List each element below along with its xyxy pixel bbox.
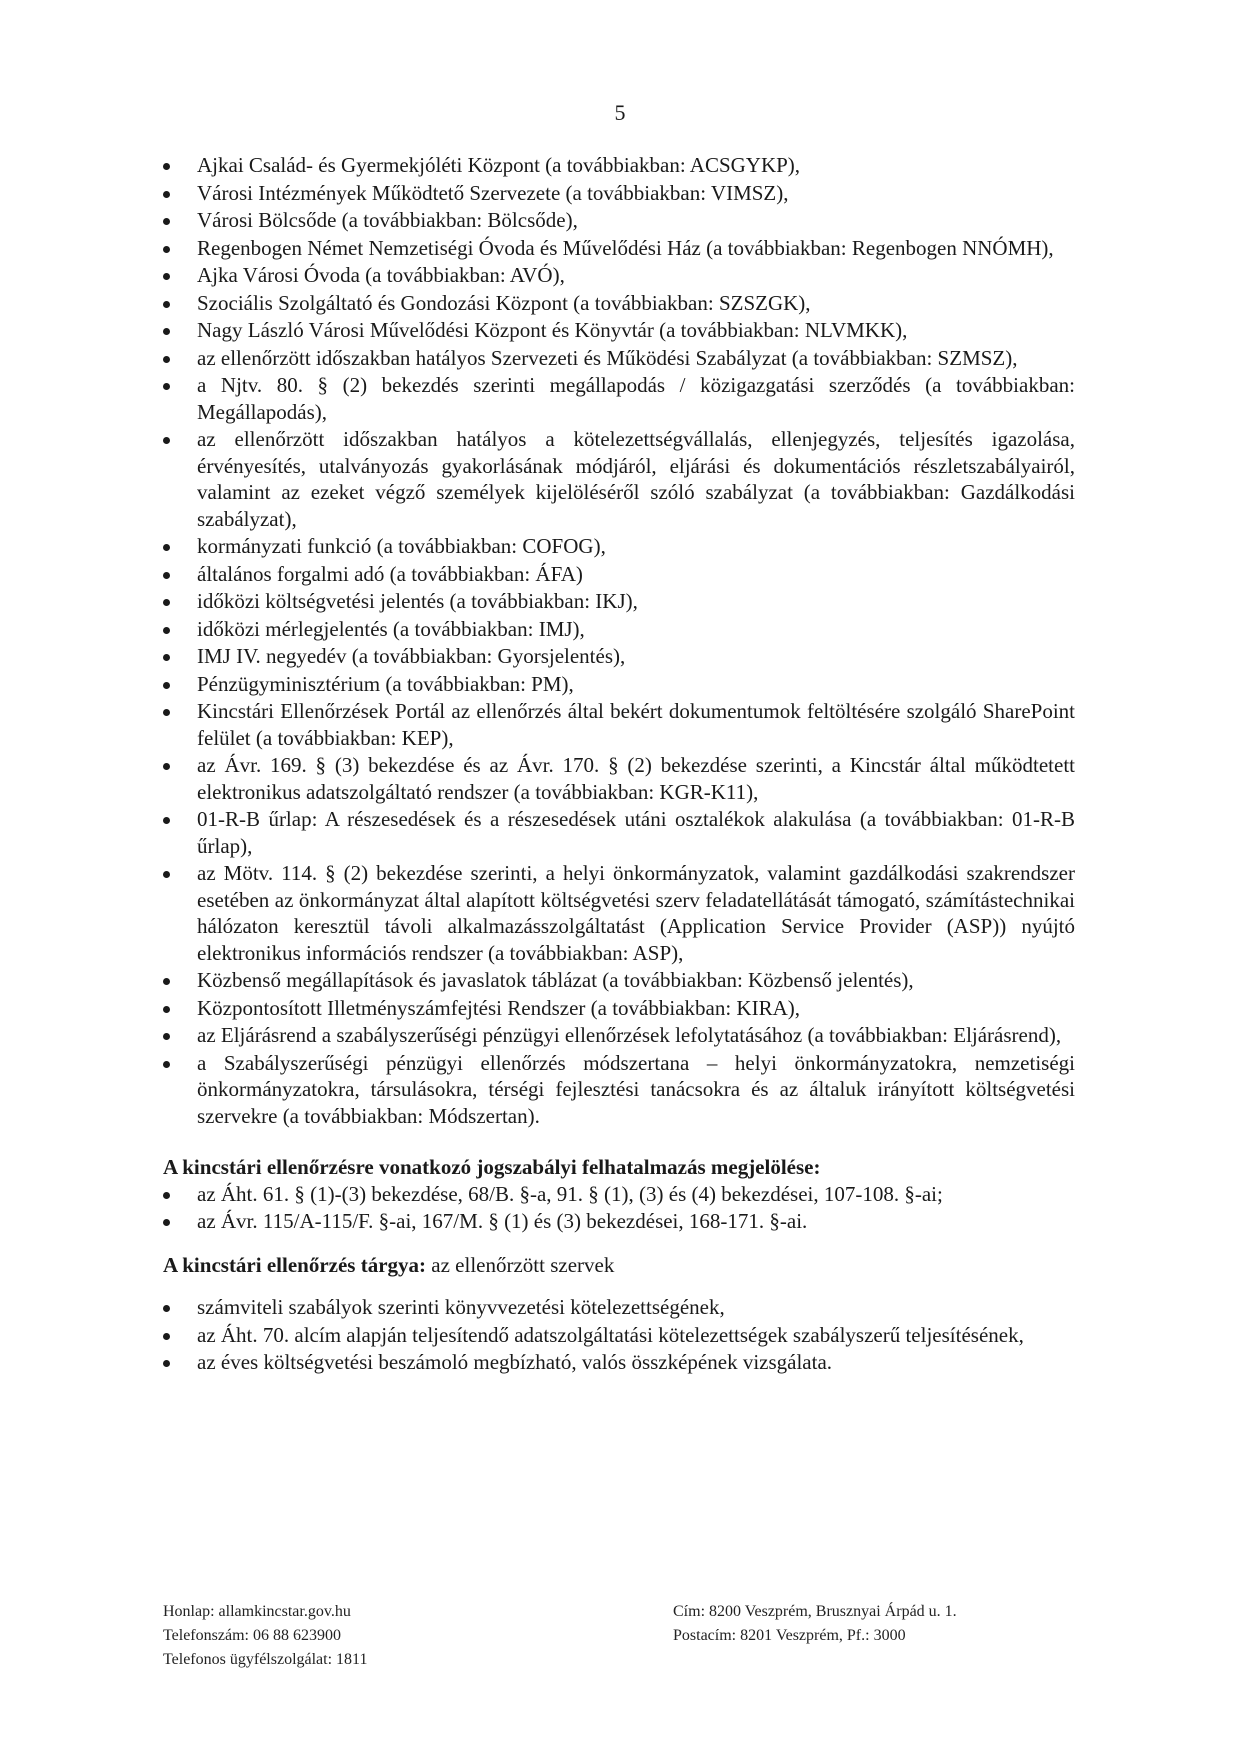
footer-phone: Telefonszám: 06 88 623900 — [163, 1627, 341, 1644]
list-item: kormányzati funkció (a továbbiakban: COFOG), — [163, 533, 1075, 560]
list-item: az Áht. 61. § (1)-(3) bekezdése, 68/B. §-a, 91. § (1), (3) és (4) bekezdései, 107-108. §-ai; — [163, 1181, 1075, 1208]
list-item: Városi Bölcsőde (a továbbiakban: Bölcsőde), — [163, 207, 1075, 234]
list-item: az Ávr. 169. § (3) bekezdése és az Ávr. 170. § (2) bekezdése szerinti, a Kincstár által működtetett elektronikus adatszolgáltató rendszer (a továbbiakban: KGR-K11), — [163, 752, 1075, 805]
list-item: az Mötv. 114. § (2) bekezdése szerinti, a helyi önkormányzatok, valamint gazdálkodási szakrendszer esetében az önkormányzat által alapított költségvetési szerv feladatellátását támogató, számítástechnikai hálózaton keresztül távoli alkalmazásszolgáltatást (Application Service Provider (ASP)) nyújtó elektronikus információs rendszer (a továbbiakban: ASP), — [163, 860, 1075, 966]
footer-postal-address: Postacím: 8201 Veszprém, Pf.: 3000 — [673, 1627, 906, 1644]
subject-heading-rest: az ellenőrzött szervek — [426, 1252, 615, 1277]
list-item: Regenbogen Német Nemzetiségi Óvoda és Művelődési Ház (a továbbiakban: Regenbogen NNÓMH), — [163, 235, 1075, 262]
footer-address: Cím: 8200 Veszprém, Brusznyai Árpád u. 1. — [673, 1603, 957, 1620]
authorization-heading: A kincstári ellenőrzésre vonatkozó jogszabályi felhatalmazás megjelölése: — [163, 1155, 821, 1179]
list-item: Ajkai Család- és Gyermekjóléti Központ (a továbbiakban: ACSGYKP), — [163, 152, 1075, 179]
document-body — [163, 152, 1075, 1377]
list-item: Közbenső megállapítások és javaslatok táblázat (a továbbiakban: Közbenső jelentés), — [163, 967, 1075, 994]
list-item: a Szabályszerűségi pénzügyi ellenőrzés módszertana – helyi önkormányzatokra, nemzetiségi önkormányzatokra, társulásokra, térségi fejlesztési tanácsokra és az általuk irányított költségvetési szervekre (a továbbiakban: Módszertan). — [163, 1050, 1075, 1130]
subject-heading — [163, 1252, 1075, 1279]
list-item: Pénzügyminisztérium (a továbbiakban: PM), — [163, 671, 1075, 698]
list-item: a Njtv. 80. § (2) bekezdés szerinti megállapodás / közigazgatási szerződés (a továbbiakban: Megállapodás), — [163, 372, 1075, 425]
list-item: általános forgalmi adó (a továbbiakban: ÁFA) — [163, 561, 1075, 588]
list-item: Szociális Szolgáltató és Gondozási Központ (a továbbiakban: SZSZGK), — [163, 290, 1075, 317]
footer-helpline: Telefonos ügyfélszolgálat: 1811 — [163, 1651, 368, 1668]
list-item: Központosított Illetményszámfejtési Rendszer (a továbbiakban: KIRA), — [163, 995, 1075, 1022]
footer-contact-right — [673, 1600, 1073, 1648]
list-item: az éves költségvetési beszámoló megbízható, valós összképének vizsgálata. — [163, 1349, 1075, 1376]
list-item: az ellenőrzött időszakban hatályos Szervezeti és Működési Szabályzat (a továbbiakban: SZMSZ), — [163, 345, 1075, 372]
list-item: Városi Intézmények Működtető Szervezete (a továbbiakban: VIMSZ), — [163, 180, 1075, 207]
footer-website: Honlap: allamkincstar.gov.hu — [163, 1603, 351, 1620]
list-item: az ellenőrzött időszakban hatályos a kötelezettségvállalás, ellenjegyzés, teljesítés igazolása, érvényesítés, utalványozás gyakorlásának módjáról, eljárási és dokumentációs részletszabályairól, valamint az ezeket végző személyek kijelöléséről szóló szabályzat (a továbbiakban: Gazdálkodási szabályzat), — [163, 426, 1075, 532]
list-item: időközi költségvetési jelentés (a továbbiakban: IKJ), — [163, 588, 1075, 615]
list-item: Kincstári Ellenőrzések Portál az ellenőrzés által bekért dokumentumok feltöltésére szolgáló SharePoint felület (a továbbiakban: KEP), — [163, 698, 1075, 751]
authorization-list — [163, 1181, 1075, 1235]
definitions-list — [163, 152, 1075, 1129]
page-number: 5 — [614, 100, 626, 125]
subject-list — [163, 1294, 1075, 1376]
list-item: időközi mérlegjelentés (a továbbiakban: IMJ), — [163, 616, 1075, 643]
subject-heading-bold: A kincstári ellenőrzés tárgya: — [163, 1252, 427, 1277]
footer-contact-left — [163, 1600, 623, 1672]
list-item: számviteli szabályok szerinti könyvvezetési kötelezettségének, — [163, 1294, 1075, 1321]
list-item: IMJ IV. negyedév (a továbbiakban: Gyorsjelentés), — [163, 643, 1075, 670]
list-item: az Ávr. 115/A-115/F. §-ai, 167/M. § (1) és (3) bekezdései, 168-171. §-ai. — [163, 1208, 1075, 1235]
list-item: 01-R-B űrlap: A részesedések és a részesedések utáni osztalékok alakulása (a továbbiakban: 01-R-B űrlap), — [163, 806, 1075, 859]
list-item: az Áht. 70. alcím alapján teljesítendő adatszolgáltatási kötelezettségek szabályszerű teljesítésének, — [163, 1322, 1075, 1349]
list-item: Ajka Városi Óvoda (a továbbiakban: AVÓ), — [163, 262, 1075, 289]
list-item: az Eljárásrend a szabályszerűségi pénzügyi ellenőrzések lefolytatásához (a továbbiakban: Eljárásrend), — [163, 1022, 1075, 1049]
list-item: Nagy László Városi Művelődési Központ és Könyvtár (a továbbiakban: NLVMKK), — [163, 317, 1075, 344]
